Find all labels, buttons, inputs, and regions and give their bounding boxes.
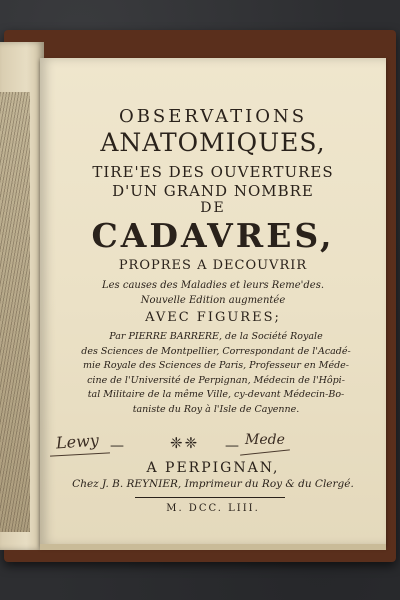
handwritten-signature-left: Lewy [55,430,100,453]
dash-right: — [225,438,239,454]
title-line-ouvertures: TIRE'ES DES OUVERTURES [92,163,334,181]
signature-underline-left [50,452,110,456]
author-line: des Sciences de Montpellier, Correspondant de l'Acadé- [81,345,351,357]
frontispiece-page [0,42,44,550]
ornament-row [40,430,386,460]
author-line: taniste du Roy à l'Isle de Cayenne. [132,403,300,415]
frontispiece-engraving [0,92,30,532]
page-edge [40,544,386,550]
imprint-rule [135,497,285,498]
imprint-printer: Chez J. B. REYNIER, Imprimeur du Roy & du Clergé. [72,478,354,490]
title-page [40,58,386,546]
handwritten-signature-right: Mede [245,432,285,448]
title-line-cadavres: CADAVRES, [91,216,335,255]
printer-ornament-icon: ❈❈ [170,434,200,452]
author-line: tal Militaire de la même Ville, cy-devant Médecin-Bo- [87,389,345,400]
author-block [68,330,364,417]
edition-line: Nouvelle Edition augmentée [140,295,286,306]
title-line-de: DE [200,200,226,216]
dash-left: — [110,438,124,454]
imprint-date: M. DCC. LIII. [166,503,260,514]
signature-underline-right [240,449,290,455]
imprint-place: A PERPIGNAN, [146,460,280,476]
title-line-propres: PROPRES A DECOUVRIR [118,258,308,273]
author-line: cine de l'Université de Perpignan, Médecin de l'Hôpi- [87,374,345,386]
title-line-causes: Les causes des Maladies et leurs Reme'des. [101,280,325,291]
title-line-observations: OBSERVATIONS [118,106,308,127]
author-line: Par PIERRE BARRERE, de la Société Royale [109,331,323,342]
title-line-anatomiques: ANATOMIQUES, [100,128,326,157]
author-line: mie Royale des Sciences de Paris, Professeur en Méde- [82,360,350,371]
figures-line: AVEC FIGURES; [145,310,281,325]
title-line-grand-nombre: D'UN GRAND NOMBRE [112,182,314,200]
